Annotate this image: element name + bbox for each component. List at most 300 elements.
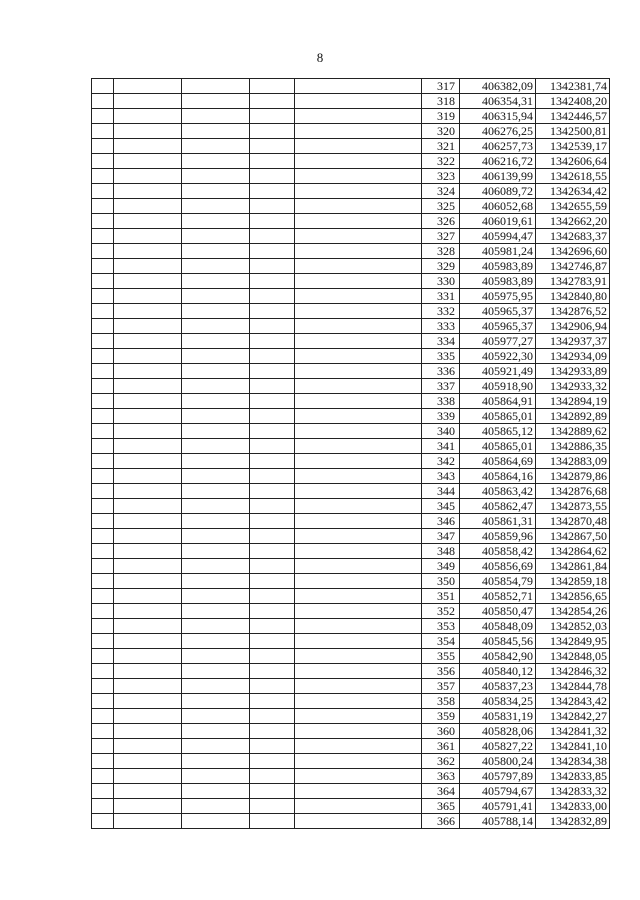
point-number-cell: 346: [422, 514, 460, 529]
empty-cell: [92, 259, 114, 274]
empty-cell: [250, 229, 295, 244]
empty-cell: [92, 754, 114, 769]
point-number-cell: 329: [422, 259, 460, 274]
empty-cell: [295, 634, 422, 649]
empty-cell: [295, 334, 422, 349]
empty-cell: [114, 529, 182, 544]
table-row: [92, 604, 610, 619]
point-number-cell: 345: [422, 499, 460, 514]
empty-cell: [114, 544, 182, 559]
table-row: [92, 754, 610, 769]
empty-cell: [295, 139, 422, 154]
empty-cell: [92, 784, 114, 799]
empty-cell: [295, 364, 422, 379]
empty-cell: [92, 379, 114, 394]
empty-cell: [182, 694, 250, 709]
empty-cell: [295, 649, 422, 664]
table-row: [92, 94, 610, 109]
empty-cell: [250, 349, 295, 364]
table-row: [92, 529, 610, 544]
empty-cell: [182, 604, 250, 619]
empty-cell: [182, 514, 250, 529]
y-coordinate-cell: 1342833,32: [536, 784, 610, 799]
empty-cell: [295, 499, 422, 514]
x-coordinate-cell: 405864,91: [460, 394, 536, 409]
empty-cell: [114, 784, 182, 799]
empty-cell: [295, 109, 422, 124]
empty-cell: [250, 169, 295, 184]
empty-cell: [92, 79, 114, 94]
table-row: [92, 394, 610, 409]
empty-cell: [182, 484, 250, 499]
empty-cell: [92, 574, 114, 589]
table-row: [92, 259, 610, 274]
x-coordinate-cell: 406216,72: [460, 154, 536, 169]
y-coordinate-cell: 1342859,18: [536, 574, 610, 589]
empty-cell: [182, 424, 250, 439]
y-coordinate-cell: 1342834,38: [536, 754, 610, 769]
empty-cell: [295, 454, 422, 469]
table-row: [92, 709, 610, 724]
point-number-cell: 351: [422, 589, 460, 604]
point-number-cell: 358: [422, 694, 460, 709]
point-number-cell: 366: [422, 814, 460, 829]
empty-cell: [250, 79, 295, 94]
empty-cell: [92, 529, 114, 544]
empty-cell: [114, 334, 182, 349]
point-number-cell: 323: [422, 169, 460, 184]
x-coordinate-cell: 405863,42: [460, 484, 536, 499]
table-row: [92, 619, 610, 634]
empty-cell: [92, 229, 114, 244]
y-coordinate-cell: 1342864,62: [536, 544, 610, 559]
x-coordinate-cell: 405921,49: [460, 364, 536, 379]
empty-cell: [295, 259, 422, 274]
empty-cell: [114, 514, 182, 529]
x-coordinate-cell: 406315,94: [460, 109, 536, 124]
y-coordinate-cell: 1342861,84: [536, 559, 610, 574]
empty-cell: [250, 454, 295, 469]
empty-cell: [295, 559, 422, 574]
table-row: [92, 799, 610, 814]
coordinates-table: [91, 78, 610, 829]
table-row: [92, 484, 610, 499]
y-coordinate-cell: 1342841,32: [536, 724, 610, 739]
empty-cell: [250, 784, 295, 799]
table-row: [92, 469, 610, 484]
x-coordinate-cell: 405852,71: [460, 589, 536, 604]
y-coordinate-cell: 1342844,78: [536, 679, 610, 694]
empty-cell: [182, 304, 250, 319]
point-number-cell: 339: [422, 409, 460, 424]
empty-cell: [295, 439, 422, 454]
empty-cell: [295, 784, 422, 799]
empty-cell: [182, 679, 250, 694]
empty-cell: [182, 124, 250, 139]
empty-cell: [182, 394, 250, 409]
empty-cell: [114, 754, 182, 769]
empty-cell: [92, 94, 114, 109]
empty-cell: [114, 499, 182, 514]
table-row: [92, 544, 610, 559]
table-row: [92, 169, 610, 184]
x-coordinate-cell: 405864,69: [460, 454, 536, 469]
x-coordinate-cell: 405827,22: [460, 739, 536, 754]
table-row: [92, 739, 610, 754]
y-coordinate-cell: 1342842,27: [536, 709, 610, 724]
empty-cell: [250, 514, 295, 529]
empty-cell: [295, 154, 422, 169]
empty-cell: [182, 334, 250, 349]
x-coordinate-cell: 406089,72: [460, 184, 536, 199]
table-row: [92, 664, 610, 679]
point-number-cell: 352: [422, 604, 460, 619]
empty-cell: [250, 544, 295, 559]
empty-cell: [250, 139, 295, 154]
table-row: [92, 184, 610, 199]
empty-cell: [114, 814, 182, 829]
y-coordinate-cell: 1342892,89: [536, 409, 610, 424]
x-coordinate-cell: 405837,23: [460, 679, 536, 694]
x-coordinate-cell: 405800,24: [460, 754, 536, 769]
table-row: [92, 439, 610, 454]
empty-cell: [250, 679, 295, 694]
empty-cell: [92, 319, 114, 334]
empty-cell: [250, 529, 295, 544]
empty-cell: [250, 709, 295, 724]
point-number-cell: 334: [422, 334, 460, 349]
empty-cell: [182, 199, 250, 214]
empty-cell: [295, 604, 422, 619]
empty-cell: [250, 184, 295, 199]
empty-cell: [250, 619, 295, 634]
empty-cell: [182, 79, 250, 94]
point-number-cell: 333: [422, 319, 460, 334]
empty-cell: [92, 769, 114, 784]
empty-cell: [250, 814, 295, 829]
empty-cell: [295, 214, 422, 229]
y-coordinate-cell: 1342840,80: [536, 289, 610, 304]
empty-cell: [182, 649, 250, 664]
empty-cell: [295, 544, 422, 559]
point-number-cell: 357: [422, 679, 460, 694]
x-coordinate-cell: 405828,06: [460, 724, 536, 739]
point-number-cell: 317: [422, 79, 460, 94]
empty-cell: [250, 559, 295, 574]
table-row: [92, 349, 610, 364]
empty-cell: [114, 679, 182, 694]
x-coordinate-cell: 406052,68: [460, 199, 536, 214]
point-number-cell: 356: [422, 664, 460, 679]
x-coordinate-cell: 405850,47: [460, 604, 536, 619]
empty-cell: [295, 319, 422, 334]
table-row: [92, 574, 610, 589]
table-row: [92, 154, 610, 169]
empty-cell: [114, 394, 182, 409]
empty-cell: [114, 184, 182, 199]
empty-cell: [250, 94, 295, 109]
empty-cell: [114, 769, 182, 784]
empty-cell: [182, 559, 250, 574]
point-number-cell: 349: [422, 559, 460, 574]
empty-cell: [182, 139, 250, 154]
y-coordinate-cell: 1342381,74: [536, 79, 610, 94]
empty-cell: [250, 754, 295, 769]
table-row: [92, 109, 610, 124]
empty-cell: [114, 304, 182, 319]
empty-cell: [114, 229, 182, 244]
empty-cell: [182, 259, 250, 274]
empty-cell: [114, 79, 182, 94]
empty-cell: [295, 769, 422, 784]
x-coordinate-cell: 405788,14: [460, 814, 536, 829]
x-coordinate-cell: 405965,37: [460, 304, 536, 319]
empty-cell: [182, 499, 250, 514]
table-row: [92, 244, 610, 259]
empty-cell: [92, 664, 114, 679]
table-row: [92, 454, 610, 469]
empty-cell: [92, 544, 114, 559]
point-number-cell: 350: [422, 574, 460, 589]
empty-cell: [114, 664, 182, 679]
y-coordinate-cell: 1342933,32: [536, 379, 610, 394]
point-number-cell: 320: [422, 124, 460, 139]
point-number-cell: 341: [422, 439, 460, 454]
point-number-cell: 360: [422, 724, 460, 739]
x-coordinate-cell: 406257,73: [460, 139, 536, 154]
x-coordinate-cell: 405794,67: [460, 784, 536, 799]
empty-cell: [92, 454, 114, 469]
point-number-cell: 342: [422, 454, 460, 469]
empty-cell: [250, 634, 295, 649]
empty-cell: [295, 184, 422, 199]
empty-cell: [92, 484, 114, 499]
empty-cell: [92, 394, 114, 409]
empty-cell: [114, 454, 182, 469]
empty-cell: [92, 124, 114, 139]
empty-cell: [250, 199, 295, 214]
point-number-cell: 359: [422, 709, 460, 724]
empty-cell: [92, 364, 114, 379]
y-coordinate-cell: 1342876,68: [536, 484, 610, 499]
table-row: [92, 79, 610, 94]
table-row: [92, 694, 610, 709]
empty-cell: [250, 469, 295, 484]
table-row: [92, 409, 610, 424]
y-coordinate-cell: 1342746,87: [536, 259, 610, 274]
y-coordinate-cell: 1342446,57: [536, 109, 610, 124]
x-coordinate-cell: 405864,16: [460, 469, 536, 484]
empty-cell: [92, 154, 114, 169]
empty-cell: [92, 349, 114, 364]
table-row: [92, 334, 610, 349]
y-coordinate-cell: 1342634,42: [536, 184, 610, 199]
empty-cell: [295, 349, 422, 364]
empty-cell: [182, 229, 250, 244]
empty-cell: [295, 94, 422, 109]
empty-cell: [295, 229, 422, 244]
empty-cell: [92, 184, 114, 199]
y-coordinate-cell: 1342852,03: [536, 619, 610, 634]
table-row: [92, 814, 610, 829]
y-coordinate-cell: 1342849,95: [536, 634, 610, 649]
empty-cell: [92, 559, 114, 574]
y-coordinate-cell: 1342833,85: [536, 769, 610, 784]
empty-cell: [92, 244, 114, 259]
x-coordinate-cell: 406354,31: [460, 94, 536, 109]
empty-cell: [92, 469, 114, 484]
point-number-cell: 330: [422, 274, 460, 289]
x-coordinate-cell: 406276,25: [460, 124, 536, 139]
point-number-cell: 361: [422, 739, 460, 754]
empty-cell: [250, 304, 295, 319]
point-number-cell: 365: [422, 799, 460, 814]
empty-cell: [92, 634, 114, 649]
point-number-cell: 355: [422, 649, 460, 664]
empty-cell: [182, 574, 250, 589]
empty-cell: [92, 814, 114, 829]
empty-cell: [114, 559, 182, 574]
empty-cell: [295, 694, 422, 709]
empty-cell: [182, 109, 250, 124]
y-coordinate-cell: 1342870,48: [536, 514, 610, 529]
empty-cell: [182, 469, 250, 484]
empty-cell: [295, 799, 422, 814]
point-number-cell: 325: [422, 199, 460, 214]
y-coordinate-cell: 1342906,94: [536, 319, 610, 334]
empty-cell: [182, 799, 250, 814]
point-number-cell: 326: [422, 214, 460, 229]
empty-cell: [114, 619, 182, 634]
empty-cell: [250, 724, 295, 739]
empty-cell: [295, 754, 422, 769]
point-number-cell: 336: [422, 364, 460, 379]
empty-cell: [114, 799, 182, 814]
empty-cell: [250, 769, 295, 784]
empty-cell: [182, 364, 250, 379]
empty-cell: [92, 199, 114, 214]
empty-cell: [182, 589, 250, 604]
empty-cell: [295, 409, 422, 424]
empty-cell: [250, 664, 295, 679]
y-coordinate-cell: 1342879,86: [536, 469, 610, 484]
empty-cell: [182, 379, 250, 394]
empty-cell: [182, 724, 250, 739]
x-coordinate-cell: 405922,30: [460, 349, 536, 364]
x-coordinate-cell: 405981,24: [460, 244, 536, 259]
y-coordinate-cell: 1342408,20: [536, 94, 610, 109]
table-row: [92, 274, 610, 289]
empty-cell: [250, 604, 295, 619]
empty-cell: [92, 604, 114, 619]
empty-cell: [295, 484, 422, 499]
empty-cell: [250, 439, 295, 454]
empty-cell: [92, 709, 114, 724]
y-coordinate-cell: 1342539,17: [536, 139, 610, 154]
table-row: [92, 364, 610, 379]
point-number-cell: 327: [422, 229, 460, 244]
empty-cell: [114, 139, 182, 154]
y-coordinate-cell: 1342846,32: [536, 664, 610, 679]
empty-cell: [92, 619, 114, 634]
point-number-cell: 319: [422, 109, 460, 124]
empty-cell: [114, 289, 182, 304]
empty-cell: [182, 634, 250, 649]
empty-cell: [250, 694, 295, 709]
x-coordinate-cell: 405845,56: [460, 634, 536, 649]
empty-cell: [182, 349, 250, 364]
empty-cell: [114, 634, 182, 649]
empty-cell: [295, 124, 422, 139]
point-number-cell: 364: [422, 784, 460, 799]
point-number-cell: 335: [422, 349, 460, 364]
x-coordinate-cell: 405865,01: [460, 439, 536, 454]
empty-cell: [114, 169, 182, 184]
table-row: [92, 784, 610, 799]
empty-cell: [250, 274, 295, 289]
empty-cell: [114, 109, 182, 124]
empty-cell: [295, 739, 422, 754]
x-coordinate-cell: 405965,37: [460, 319, 536, 334]
empty-cell: [114, 349, 182, 364]
empty-cell: [295, 394, 422, 409]
empty-cell: [250, 154, 295, 169]
empty-cell: [114, 724, 182, 739]
empty-cell: [92, 649, 114, 664]
empty-cell: [182, 784, 250, 799]
empty-cell: [92, 274, 114, 289]
empty-cell: [182, 619, 250, 634]
table-row: [92, 424, 610, 439]
y-coordinate-cell: 1342876,52: [536, 304, 610, 319]
empty-cell: [295, 679, 422, 694]
empty-cell: [114, 319, 182, 334]
point-number-cell: 337: [422, 379, 460, 394]
empty-cell: [250, 244, 295, 259]
x-coordinate-cell: 405848,09: [460, 619, 536, 634]
empty-cell: [92, 499, 114, 514]
empty-cell: [92, 424, 114, 439]
y-coordinate-cell: 1342933,89: [536, 364, 610, 379]
point-number-cell: 338: [422, 394, 460, 409]
empty-cell: [250, 214, 295, 229]
y-coordinate-cell: 1342655,59: [536, 199, 610, 214]
x-coordinate-cell: 406019,61: [460, 214, 536, 229]
y-coordinate-cell: 1342889,62: [536, 424, 610, 439]
x-coordinate-cell: 405994,47: [460, 229, 536, 244]
empty-cell: [182, 814, 250, 829]
empty-cell: [182, 664, 250, 679]
table-row: [92, 229, 610, 244]
empty-cell: [250, 334, 295, 349]
empty-cell: [182, 769, 250, 784]
empty-cell: [295, 574, 422, 589]
empty-cell: [92, 694, 114, 709]
empty-cell: [250, 799, 295, 814]
table-row: [92, 499, 610, 514]
table-row: [92, 214, 610, 229]
table-row: [92, 559, 610, 574]
y-coordinate-cell: 1342606,64: [536, 154, 610, 169]
point-number-cell: 348: [422, 544, 460, 559]
y-coordinate-cell: 1342618,55: [536, 169, 610, 184]
empty-cell: [92, 724, 114, 739]
empty-cell: [92, 799, 114, 814]
y-coordinate-cell: 1342696,60: [536, 244, 610, 259]
empty-cell: [182, 319, 250, 334]
empty-cell: [295, 514, 422, 529]
y-coordinate-cell: 1342854,26: [536, 604, 610, 619]
